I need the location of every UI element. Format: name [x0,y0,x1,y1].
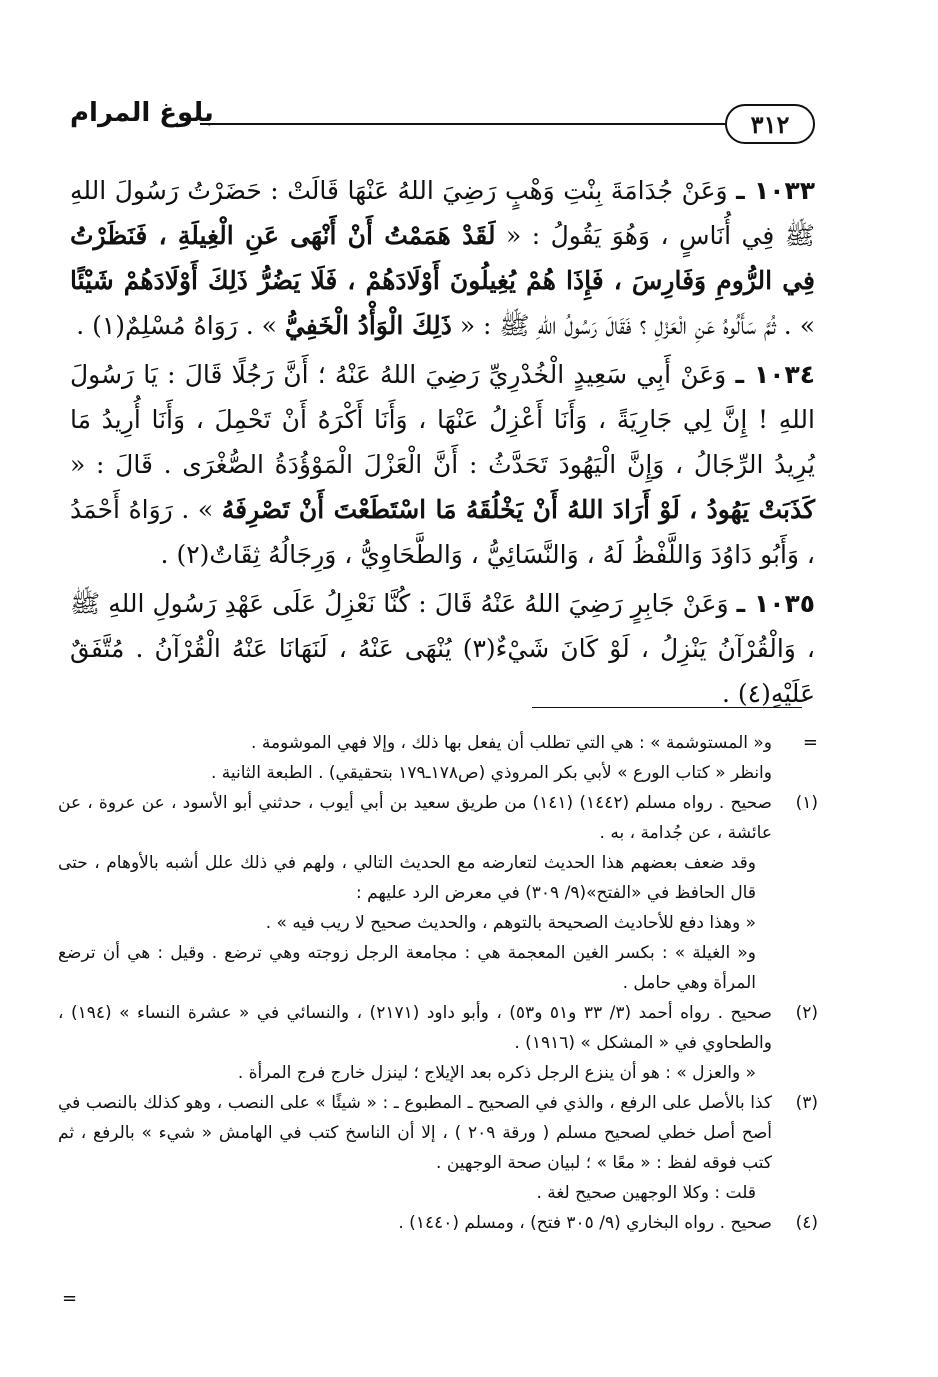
footnote-line: و« المستوشمة » : هي التي تطلب أن يفعل بها ذلك ، وإلا فهي الموشومة . [251,733,772,753]
hadith-1035 [70,581,815,716]
hadith-text: » . رَوَاهُ أَحْمَدُ ، وَأَبُو دَاوُدَ وَاللَّفْظُ لَهُ ، وَالنَّسَائِيُّ ، وَالطَّحَاوِيُّ ، وَرِجَالُهُ ثِقَاتٌ(٢) . [70,495,815,569]
hadith-number: ١٠٣٤ ـ [735,360,815,389]
footnote-line: قلت : وكلا الوجهين صحيح لغة . [536,1183,756,1203]
footnote-mark: (٢) [795,1003,818,1023]
hadith-text: » . رَوَاهُ مُسْلِمٌ(١) . [76,311,277,340]
footnote-line: كذا بالأصل على الرفع ، والذي في الصحيح ـ المطبوع ـ : « شيئًا » على النصب ، وهو كذلك بالنصب في أصح أصل خطي لصحيح مسلم ( ورقة ٢٠٩ ) ، إلا أن الناسخ كتب في الهامش « شيء » بالرفع ، ثم كتب فوقه لفظ : « معًا » ؛ لبيان صحة الوجهين . [58,1093,773,1173]
continuation-mark: = [802,732,818,753]
hadith-number: ١٠٣٥ ـ [736,589,815,618]
prophetic-quote: ذَلِكَ الْوَأْدُ الْخَفِيُّ [284,311,452,340]
prophetic-quote: كَذَبَتْ يَهُودُ ، لَوْ أَرَادَ اللهُ أَنْ يَخْلُقَهُ مَا اسْتَطَعْتَ أَنْ تَصْرِفَهُ [221,495,815,524]
prophetic-quote: لَقَدْ هَمَمْتُ أَنْ أَنْهَى عَنِ الْغِيلَةِ ، فَنَظَرْتُ فِي الرُّومِ وَفَارِسَ ، فَإِذَا هُمْ يُغِيلُونَ أَوْلَادَهُمْ ، فَلَا يَضُرُّ ذَلِكَ أَوْلَادَهُمْ شَيْئًا [70,221,815,295]
footnote-line: و« الغيلة » : بكسر الغين المعجمة هي : مجامعة الرجل زوجته وهي ترضع . وقيل : هي أن ترضع المرأة وهي حامل . [58,943,756,993]
footnote-separator [532,707,802,708]
footnote-line: « وهذا دفع للأحاديث الصحيحة بالتوهم ، والحديث صحيح لا ريب فيه » . [265,913,756,933]
footnote-3 [58,1088,818,1208]
page-number: ٣١٢ [725,104,815,144]
footnote-line: صحيح . رواه مسلم (١٤٤٢) (١٤١) من طريق سعيد بن أبي أيوب ، حدثني أبو الأسود ، عن عروة ، عن عائشة ، عن جُدامة ، به . [58,793,772,843]
footnote-4 [58,1208,818,1238]
footnote-mark: (٤) [795,1213,818,1233]
footnote-line: « والعزل » : هو أن ينزع الرجل ذكره بعد الإيلاج ؛ لينزل خارج فرج المرأة . [237,1063,756,1083]
continuation-mark-bottom: = [62,1288,78,1309]
hadith-text: » . ثُمَّ سَأَلُوهُ عَنِ الْعَزْلِ ؟ فَقَالَ رَسُولُ اللهِ ﷺ : « [459,311,815,340]
hadith-1034 [70,352,815,577]
hadith-text: وَعَنْ جَابِرٍ رَضِيَ اللهُ عَنْهُ قَالَ : كُنَّا نَعْزِلُ عَلَى عَهْدِ رَسُولِ اللهِ ﷺ ، وَالْقُرْآنُ يَنْزِلُ ، لَوْ كَانَ شَيْءٌ(٣) يُنْهَى عَنْهُ ، لَنَهَانَا عَنْهُ الْقُرْآنُ . مُتَّفَقٌ عَلَيْهِ(٤) . [70,589,815,708]
page-header [70,92,815,152]
footnote-mark: (٣) [795,1093,818,1113]
footnote-line: صحيح . رواه البخاري (٩/ ٣٠٥ فتح) ، ومسلم (١٤٤٠) . [398,1213,772,1233]
footnote-line: وانظر « كتاب الورع » لأبي بكر المروذي (ص١٧٨ـ١٧٩ بتحقيقي) . الطبعة الثانية . [210,763,772,783]
footnote-mark: (١) [795,793,818,813]
footnote-line: صحيح . رواه أحمد (٣/ ٣٣ و٥١ و٥٣) ، وأبو داود (٢١٧١) ، والنسائي في « عشرة النساء » (١٩٤) ، والطحاوي في « المشكل » (١٩١٦) . [58,1003,772,1053]
footnotes [58,728,818,1238]
main-text [70,168,815,720]
footnote-2 [58,998,818,1088]
footnote-1 [58,788,818,998]
footnote-line: وقد ضعف بعضهم هذا الحديث لتعارضه مع الحديث التالي ، ولهم في ذلك علل أشبه بالأوهام ، حتى قال الحافظ في «الفتح»(٩/ ٣٠٩) في معرض الرد عليهم : [58,853,756,903]
hadith-number: ١٠٣٣ ـ [736,176,815,205]
header-rule [200,123,725,125]
hadith-text: وَعَنْ أَبِي سَعِيدٍ الْخُدْرِيِّ رَضِيَ اللهُ عَنْهُ ؛ أَنَّ رَجُلًا قَالَ : يَا رَسُولَ اللهِ ! إِنَّ لِي جَارِيَةً ، وَأَنَا أَعْزِلُ عَنْهَا ، وَأَنَا أَكْرَهُ أَنْ تَحْمِلَ ، وَأَنَا أُرِيدُ مَا يُرِيدُ الرِّجَالُ ، وَإِنَّ الْيَهُودَ تَحَدَّثُ : أَنَّ الْعَزْلَ الْمَوْؤُدَةُ الصُّغْرَى . قَالَ : « [70,360,815,479]
footnote-continuation [58,728,818,788]
hadith-text: وَعَنْ جُدَامَةَ بِنْتِ وَهْبٍ رَضِيَ اللهُ عَنْهَا قَالَتْ : حَضَرْتُ رَسُولَ اللهِ ﷺ فِي أُنَاسٍ ، وَهُوَ يَقُولُ : « [70,176,815,250]
hadith-1033 [70,168,815,348]
book-title: بلوغ المرام [70,98,214,128]
